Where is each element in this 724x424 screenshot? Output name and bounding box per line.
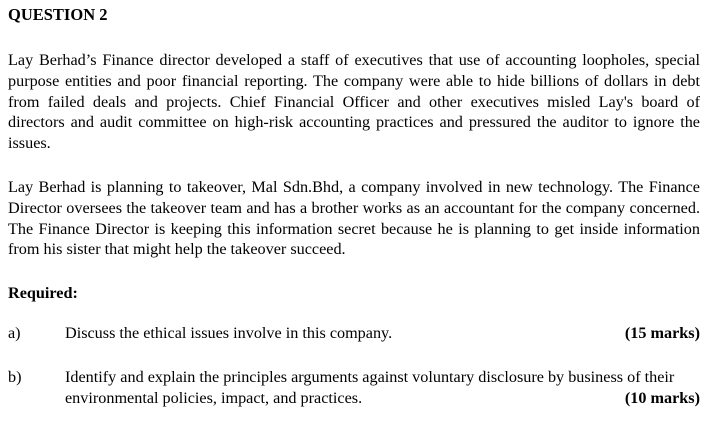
question-text: Discuss the ethical issues involve in this company. — [65, 324, 393, 342]
case-paragraph-1: Lay Berhad’s Finance director developed a staff of executives that use of accounting loopholes, special purpose entities and poor financial reporting. The company were able to hide billions of dollars in debt from failed deals and projects. Chief Financial Officer and other executives misled Lay's board of directors and audit committee on high-risk accounting practices and pressured the auditor to ignore the issues. — [8, 51, 700, 153]
question-marks: (15 marks) — [624, 324, 700, 342]
question-item-a — [8, 323, 700, 344]
question-text: Identify and explain the principles arguments against voluntary disclosure by business of their environmental policies, impact, and practices. — [65, 368, 675, 407]
required-label: Required: — [8, 284, 78, 302]
case-paragraph-2: Lay Berhad is planning to takeover, Mal Sdn.Bhd, a company involved in new technology. The Finance Director oversees the takeover team and has a brother works as an accountant for the company concerned. The Finance Director is keeping this information secret because he is planning to get inside information from his sister that might help the takeover succeed. — [8, 178, 700, 259]
question-item-b — [8, 367, 700, 409]
question-marks: (10 marks) — [624, 388, 700, 407]
question-heading: QUESTION 2 — [8, 5, 108, 24]
question-letter: a) — [8, 324, 21, 342]
question-letter: b) — [8, 368, 22, 386]
